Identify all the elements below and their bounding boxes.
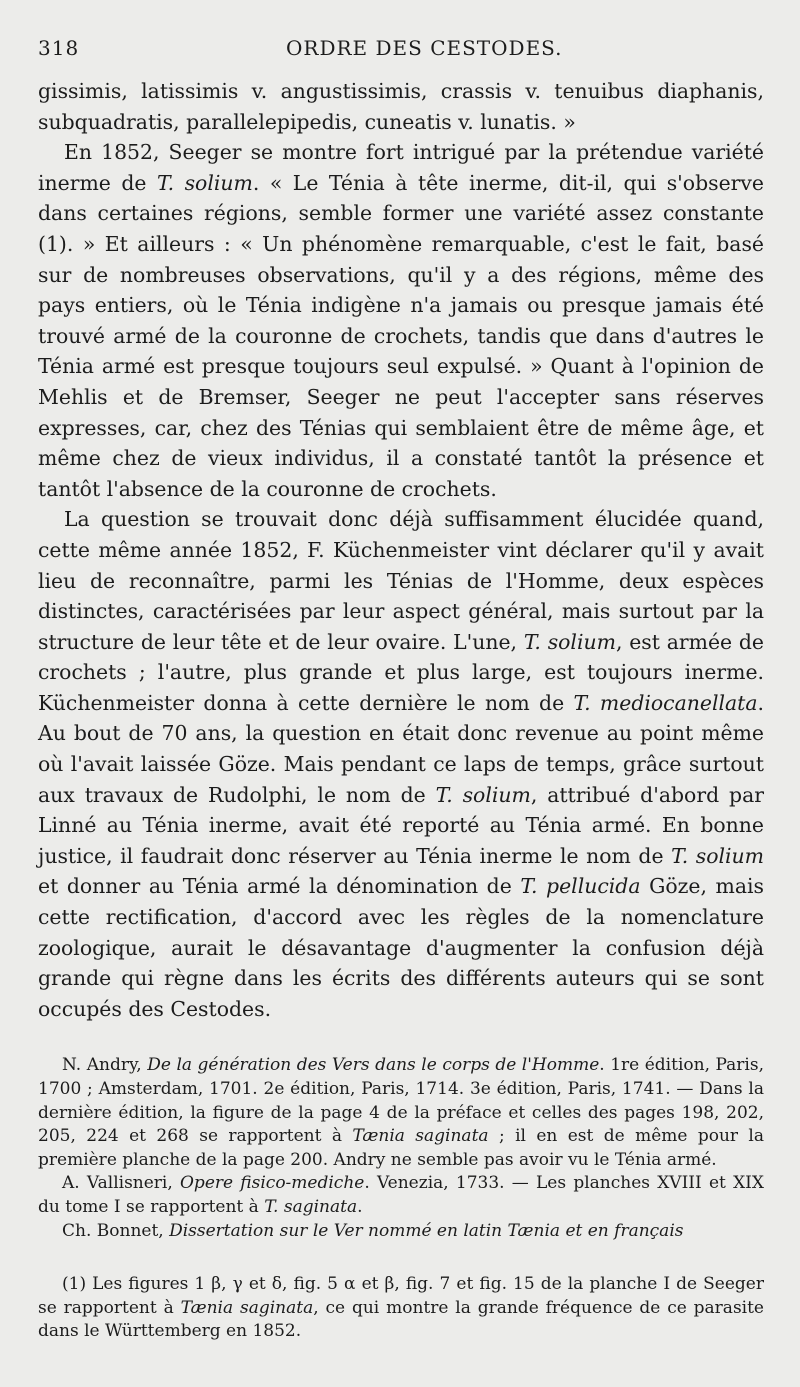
running-title: ORDRE DES CESTODES. [286, 36, 563, 60]
paragraph-3: La question se trouvait donc déjà suffisamment élucidée quand, cette même année 1852, F. Küchenmeister vint déclarer qu'il y avait lieu de reconnaître, parmi les Ténias de l'Homme, deux espèces distinctes, caractérisées par leur aspect général, mais surtout par la structure de leur tête et de leur ovaire. L'une, T. solium, est armée de crochets ; l'autre, plus grande et plus large, est toujours inerme. Küchenmeister donna à cette dernière le nom de T. mediocanellata. Au bout de 70 ans, la question en était donc revenue au point même où l'avait laissée Göze. Mais pendant ce laps de temps, grâce surtout aux travaux de Rudolphi, le nom de T. solium, attribué d'abord par Linné au Ténia inerme, avait été reporté au Ténia armé. En bonne justice, il faudrait donc réserver au Ténia inerme le nom de T. solium et donner au Ténia armé la dénomination de T. pellucida Göze, mais cette rectification, d'accord avec les règles de la nomenclature zoologique, aurait le désavantage d'augmenter la confusion déjà grande qui règne dans les écrits des différents auteurs qui se sont occupés des Cestodes. [38, 507, 764, 1021]
paragraph-2: En 1852, Seeger se montre fort intrigué par la prétendue variété inerme de T. solium. « Le Ténia à tête inerme, dit-il, qui s'observe dans certaines régions, semble former une variété assez constante (1). » Et ailleurs : « Un phénomène remarquable, c'est le fait, basé sur de nombreuses observations, qu'il y a des régions, même des pays entiers, où le Ténia indigène n'a jamais ou presque jamais été trouvé armé de la couronne de crochets, tandis que dans d'autres le Ténia armé est presque toujours seul expulsé. » Quant à l'opinion de Mehlis et de Bremser, Seeger ne peut l'accepter sans réserves expresses, car, chez des Ténias qui semblaient être de même âge, et même chez de vieux individus, il a constaté tantôt la présence et tantôt l'absence de la couronne de crochets. [38, 140, 764, 501]
bibliography [38, 1054, 764, 1243]
taxon-name: T. solium [523, 629, 616, 654]
taxon-name: T. saginata [264, 1196, 358, 1217]
taxon-name: T. pellucida [520, 874, 641, 899]
taxon-name: T. mediocanellata [573, 690, 758, 715]
bibliography-entry: N. Andry, De la génération des Vers dans le corps de l'Homme. 1re édition, Paris, 1700 ; Amsterdam, 1701. 2e édition, Paris, 1714. 3e édition, Paris, 1741. — Dans la dernière édition, la figure de la page 4 de la préface et celles des pages 198, 202, 205, 224 et 268 se rapportent à Tænia saginata ; il en est de même pour la première planche de la page 200. Andry ne semble pas avoir vu le Ténia armé. [38, 1055, 765, 1170]
page-header [38, 36, 764, 76]
bibliography-entry: A. Vallisneri, Opere fisico-mediche. Venezia, 1733. — Les planches XVIII et XIX du tome I se rapportent à T. saginata. [38, 1173, 764, 1217]
taxon-name: Tænia saginata [352, 1126, 489, 1147]
taxon-name: Tænia saginata [180, 1297, 314, 1318]
taxon-name: T. solium [671, 843, 764, 868]
taxon-name: T. solium [157, 170, 253, 195]
paragraph-1: gissimis, latissimis v. angustissimis, crassis v. tenuibus diaphanis, subquadratis, parallelepipedis, cuneatis v. lunatis. » [38, 79, 764, 134]
work-title: Opere fisico-mediche [180, 1173, 365, 1194]
work-title: Dissertation sur le Ver nommé en latin Tænia et en français [169, 1220, 684, 1241]
work-title: De la génération des Vers dans le corps de l'Homme [147, 1055, 600, 1076]
page-number: 318 [38, 36, 80, 60]
taxon-name: T. solium [435, 782, 531, 807]
main-text [38, 76, 764, 1024]
bibliography-entry: Ch. Bonnet, Dissertation sur le Ver nommé en latin Tænia et en français [62, 1220, 684, 1241]
footnote-text: (1) Les figures 1 β, γ et δ, fig. 5 α et β, fig. 7 et fig. 15 de la planche I de Seeger se rapportent à Tænia saginata, ce qui montre la grande fréquence de ce parasite dans le Württemberg en 1852. [38, 1274, 764, 1342]
footnote [38, 1273, 764, 1344]
